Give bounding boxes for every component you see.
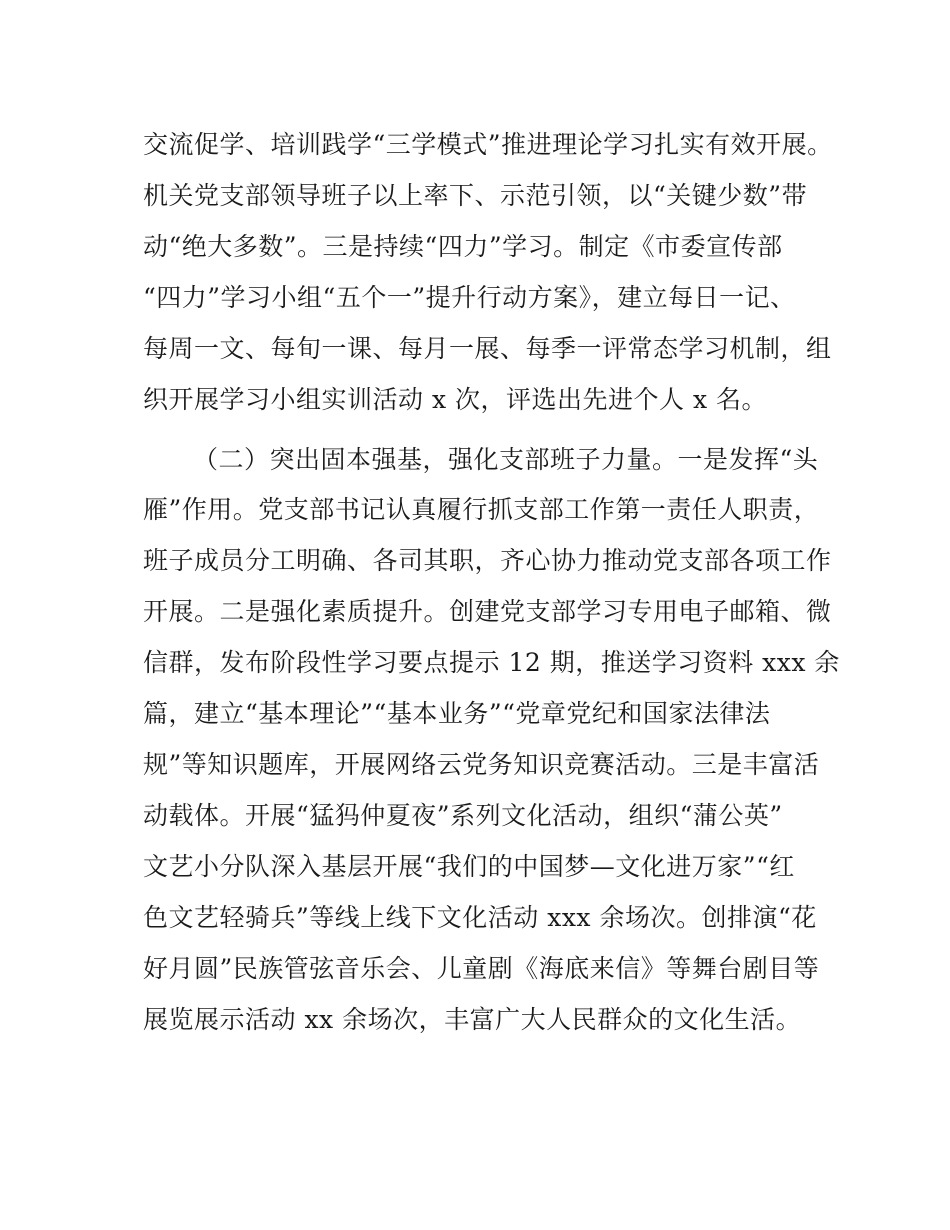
text-line: 机关党支部领导班子以上率下、示范引领，以“关键少数”带 — [143, 181, 808, 210]
text-line: 信群，发布阶段性学习要点提示 12 期，推送学习资料 xxx 余 — [143, 648, 840, 677]
text-line: 雁”作用。党支部书记认真履行抓支部工作第一责任人职责， — [143, 495, 820, 524]
text-line: 动载体。开展“猛犸仲夏夜”系列文化活动，组织“蒲公英” — [143, 801, 783, 830]
text-line: 好月圆”民族管弦音乐会、儿童剧《海底来信》等舞台剧目等 — [143, 954, 820, 983]
text-line: 色文艺轻骑兵”等线上线下文化活动 xxx 余场次。创排演“花 — [143, 903, 817, 932]
text-line: 开展。二是强化素质提升。创建党支部学习专用电子邮箱、微 — [143, 597, 832, 626]
text-line: “四力”学习小组“五个一”提升行动方案》，建立每日一记、 — [143, 283, 796, 312]
text-line: 规”等知识题库，开展网络云党务知识竞赛活动。三是丰富活 — [143, 750, 820, 779]
text-line: 展览展示活动 xx 余场次，丰富广大人民群众的文化生活。 — [143, 1005, 802, 1034]
text-line: （二）突出固本强基，强化支部班子力量。一是发挥“头 — [193, 445, 819, 474]
text-line: 动“绝大多数”。三是持续“四力”学习。制定《市委宣传部 — [143, 232, 783, 261]
text-line: 班子成员分工明确、各司其职，齐心协力推动党支部各项工作 — [143, 546, 832, 575]
text-line: 织开展学习小组实训活动 x 次，评选出先进个人 x 名。 — [143, 385, 767, 414]
text-line: 篇，建立“基本理论”“基本业务”“党章党纪和国家法律法 — [143, 699, 771, 728]
text-line: 文艺小分队深入基层开展“我们的中国梦—文化进万家”“红 — [143, 852, 795, 881]
text-line: 每周一文、每旬一课、每月一展、每季一评常态学习机制，组 — [143, 334, 832, 363]
text-line: 交流促学、培训践学“三学模式”推进理论学习扎实有效开展。 — [143, 130, 833, 159]
